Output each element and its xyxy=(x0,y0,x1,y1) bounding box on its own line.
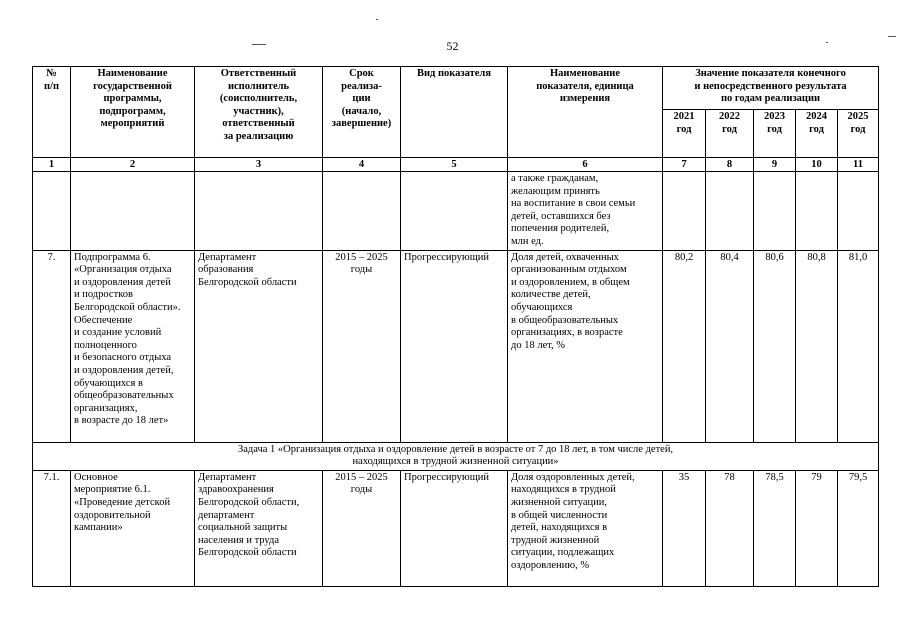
value-2024: 79 xyxy=(796,470,838,586)
header-year-2023: 2023 год xyxy=(754,110,796,158)
task-row xyxy=(33,442,879,470)
value-2021: 80,2 xyxy=(663,250,706,442)
empty-cell xyxy=(195,172,323,251)
column-number: 3 xyxy=(195,158,323,172)
value-2024: 80,8 xyxy=(796,250,838,442)
header-indicator-type: Вид показателя xyxy=(401,67,508,158)
period: 2015 – 2025 годы xyxy=(323,470,401,586)
empty-cell xyxy=(796,172,838,251)
scan-speck xyxy=(826,42,828,43)
empty-cell xyxy=(71,172,195,251)
indicator-name: Доля детей, охваченных организованным отдыхом и оздоровлением, в общем количестве детей, обучающихся в общеобразовательных организациях, в возрасте до 18 лет, % xyxy=(508,250,663,442)
scan-speck xyxy=(888,36,896,37)
header-year-2021: 2021 год xyxy=(663,110,706,158)
column-number: 9 xyxy=(754,158,796,172)
column-number: 5 xyxy=(401,158,508,172)
header-executor: Ответственный исполнитель (соисполнитель, участник), ответственный за реализацию xyxy=(195,67,323,158)
column-number: 10 xyxy=(796,158,838,172)
header-program: Наименование государственной программы, подпрограмм, мероприятий xyxy=(71,67,195,158)
page-number: 52 xyxy=(446,39,459,53)
value-2021: 35 xyxy=(663,470,706,586)
row-number: 7. xyxy=(33,250,71,442)
executor-name: Департамент здравоохранения Белгородской области, департамент социальной защиты населения и труда Белгородской области xyxy=(195,470,323,586)
header-row-1 xyxy=(33,67,879,110)
header-no: № п/п xyxy=(33,67,71,158)
column-number: 11 xyxy=(838,158,879,172)
row-number: 7.1. xyxy=(33,470,71,586)
header-year-2022: 2022 год xyxy=(706,110,754,158)
column-number: 1 xyxy=(33,158,71,172)
value-2025: 79,5 xyxy=(838,470,879,586)
header-indicator-name: Наименование показателя, единица измерения xyxy=(508,67,663,158)
continuation-indicator-name: а также гражданам, желающим принять на воспитание в свои семьи детей, оставшихся без попечения родителей, млн ед. xyxy=(508,172,663,251)
value-2025: 81,0 xyxy=(838,250,879,442)
header-year-2024: 2024 год xyxy=(796,110,838,158)
scan-speck xyxy=(252,44,266,45)
indicator-type: Прогрессирующий xyxy=(401,250,508,442)
value-2022: 80,4 xyxy=(706,250,754,442)
empty-cell xyxy=(706,172,754,251)
value-2023: 80,6 xyxy=(754,250,796,442)
value-2023: 78,5 xyxy=(754,470,796,586)
column-number: 4 xyxy=(323,158,401,172)
table-row-7-1 xyxy=(33,470,879,586)
value-2022: 78 xyxy=(706,470,754,586)
indicators-table xyxy=(32,66,879,587)
column-number-row xyxy=(33,158,879,172)
indicator-type: Прогрессирующий xyxy=(401,470,508,586)
program-name: Подпрограмма 6. «Организация отдыха и оздоровления детей и подростков Белгородской области». Обеспечение и создание условий полноценного и безопасного отдыха и оздоровления детей, обучающихся в общеобразовательных организациях, в возрасте до 18 лет» xyxy=(71,250,195,442)
executor-name: Департамент образования Белгородской области xyxy=(195,250,323,442)
header-values-group: Значение показателя конечного и непосредственного результата по годам реализации xyxy=(663,67,879,110)
indicator-name: Доля оздоровленных детей, находящихся в трудной жизненной ситуации, в общей численности детей, находящихся в трудной жизненной ситуации, подлежащих оздоровлению, % xyxy=(508,470,663,586)
continuation-row xyxy=(33,172,879,251)
empty-cell xyxy=(663,172,706,251)
empty-cell xyxy=(838,172,879,251)
column-number: 8 xyxy=(706,158,754,172)
column-number: 2 xyxy=(71,158,195,172)
empty-cell xyxy=(754,172,796,251)
period: 2015 – 2025 годы xyxy=(323,250,401,442)
task-title: Задача 1 «Организация отдыха и оздоровление детей в возрасте от 7 до 18 лет, в том числе детей, находящихся в трудной жизненной ситуации» xyxy=(33,442,879,470)
empty-cell xyxy=(401,172,508,251)
empty-cell xyxy=(33,172,71,251)
empty-cell xyxy=(323,172,401,251)
program-name: Основное мероприятие 6.1. «Проведение детской оздоровительной кампании» xyxy=(71,470,195,586)
column-number: 6 xyxy=(508,158,663,172)
header-period: Срок реализа- ции (начало, завершение) xyxy=(323,67,401,158)
column-number: 7 xyxy=(663,158,706,172)
header-year-2025: 2025 год xyxy=(838,110,879,158)
table-row-7 xyxy=(33,250,879,442)
scan-speck xyxy=(376,19,378,20)
